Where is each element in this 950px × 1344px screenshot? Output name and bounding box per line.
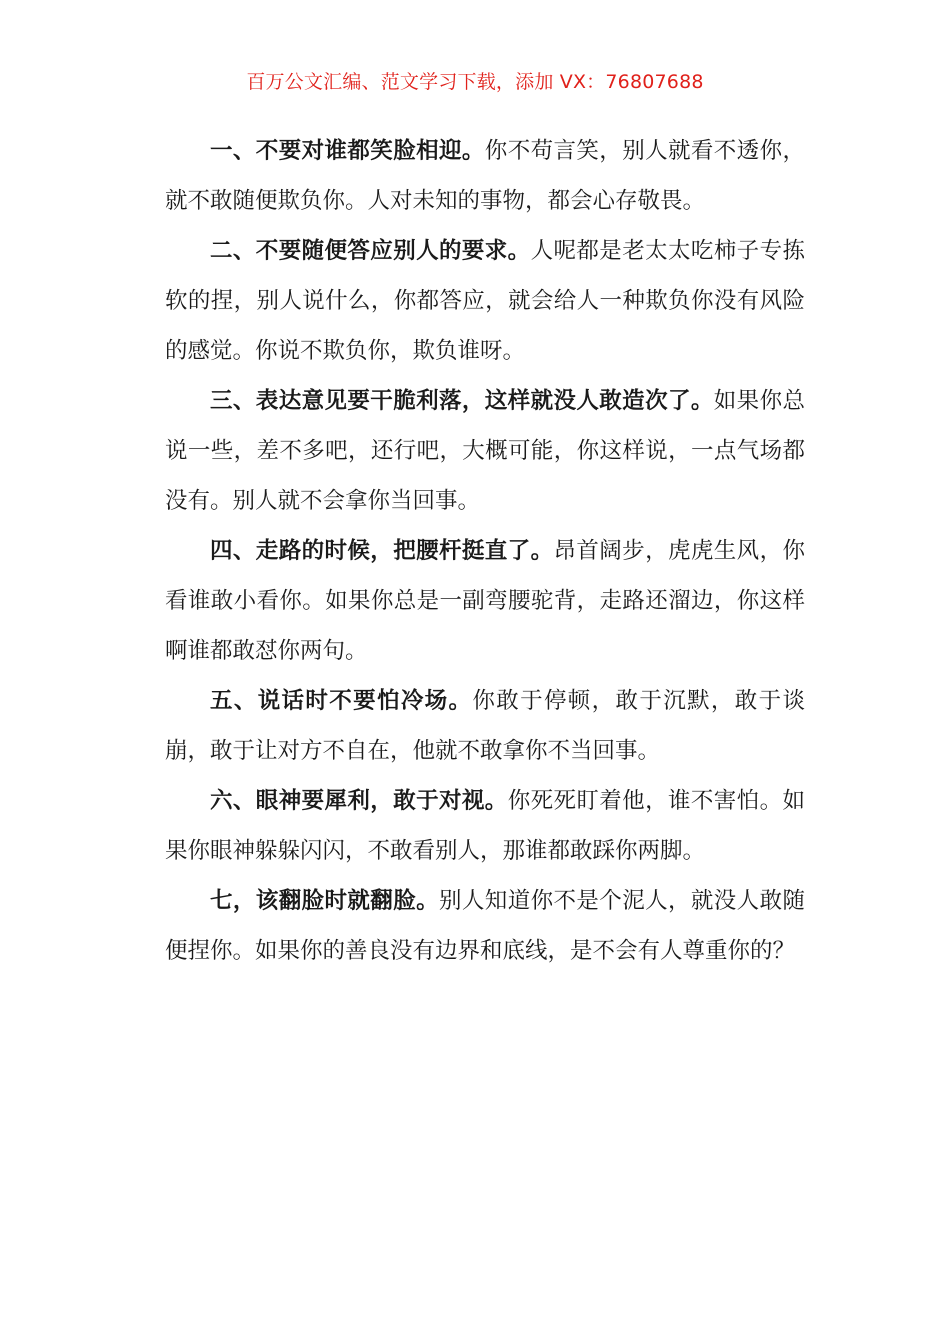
paragraph-text: 人呢都是老太太吃柿子专拣软的捏，别人说什么，你都答应，就会给人一种欺负你没有风险的感觉。你说不欺负你，欺负谁呀。 [165,238,805,364]
paragraph-text: 如果你总说一些，差不多吧，还行吧，大概可能，你这样说，一点气场都没有。别人就不会拿你当回事。 [165,388,805,514]
paragraph-text: 你不苟言笑，别人就看不透你，就不敢随便欺负你。人对未知的事物，都会心存敬畏。 [165,138,805,214]
paragraph-4 [165,526,805,676]
paragraph-text: 别人知道你不是个泥人，就没人敢随便捏你。如果你的善良没有边界和底线，是不会有人尊重你的？ [165,888,805,964]
paragraph-heading: 五、说话时不要怕冷场。 [210,688,473,714]
download-banner: 百万公文汇编、范文学习下载，添加 VX：76807688 [246,71,704,93]
paragraph-6 [165,776,805,876]
paragraph-3 [165,376,805,526]
paragraph-heading: 六、眼神要犀利，敢于对视。 [210,788,508,814]
article-body [165,126,805,976]
paragraph-heading: 二、不要随便答应别人的要求。 [210,238,531,264]
paragraph-7 [165,876,805,976]
paragraph-1 [165,126,805,226]
paragraph-text: 你死死盯着他，谁不害怕。如果你眼神躲躲闪闪，不敢看别人，那谁都敢踩你两脚。 [165,788,805,864]
paragraph-5 [165,676,805,776]
paragraph-heading: 一、不要对谁都笑脸相迎。 [210,138,485,164]
paragraph-heading: 七，该翻脸时就翻脸。 [210,888,439,914]
paragraph-text: 昂首阔步，虎虎生风，你看谁敢小看你。如果你总是一副弯腰驼背，走路还溜边，你这样啊谁都敢怼你两句。 [165,538,805,664]
paragraph-heading: 三、表达意见要干脆利落，这样就没人敢造次了。 [210,388,714,414]
paragraph-2 [165,226,805,376]
paragraph-text: 你敢于停顿，敢于沉默，敢于谈崩，敢于让对方不自在，他就不敢拿你不当回事。 [165,688,805,764]
paragraph-heading: 四、走路的时候，把腰杆挺直了。 [210,538,554,564]
